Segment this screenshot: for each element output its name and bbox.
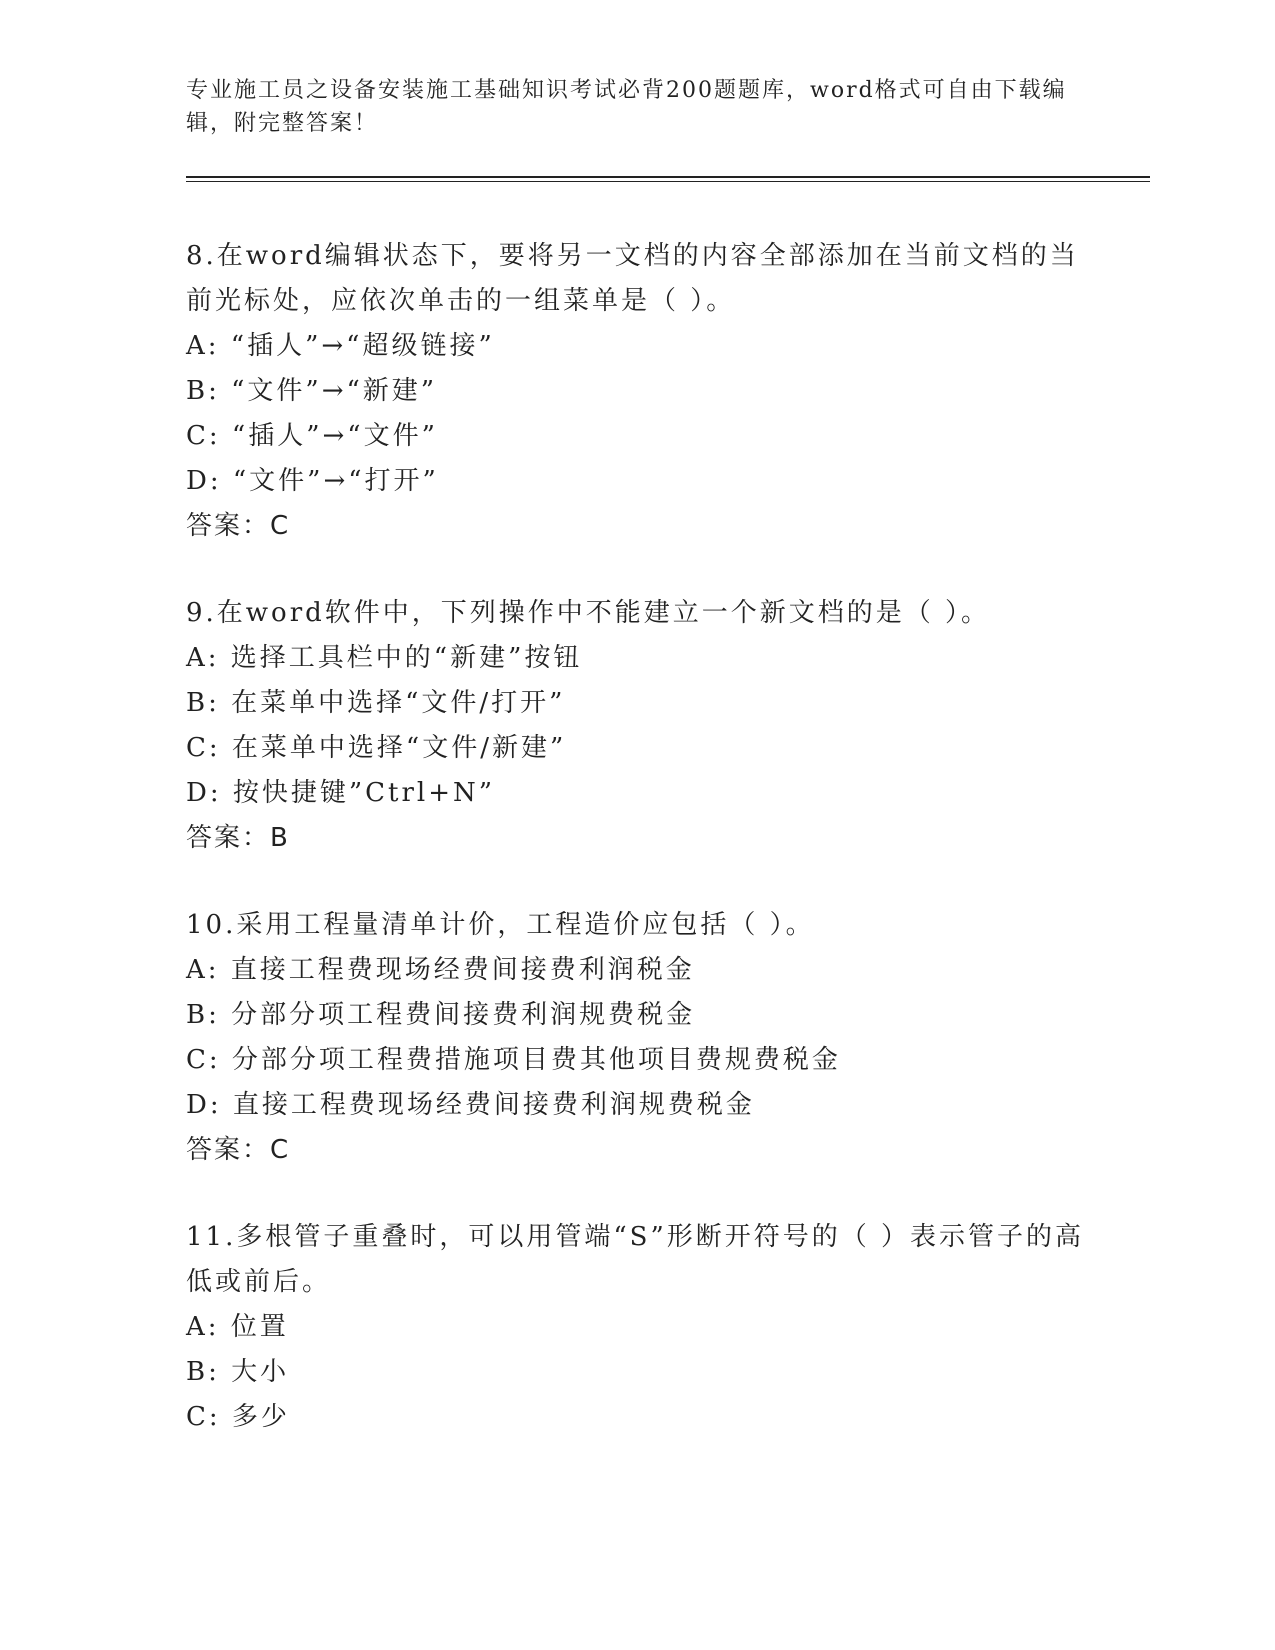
option-d: D: “文件”→“打开” — [186, 466, 439, 496]
document-header: 专业施工员之设备安装施工基础知识考试必背200题题库，word格式可自由下载编辑，附完整答案！ — [186, 78, 1067, 136]
question-8 — [186, 234, 1086, 549]
option-a: A: “插人”→“超级链接” — [186, 331, 495, 361]
option-d: D: 按快捷键”Ctrl+N” — [186, 778, 496, 808]
question-11 — [186, 1215, 1086, 1440]
option-b: B: 大小 — [186, 1357, 290, 1387]
answer: 答案：C — [186, 1135, 291, 1165]
question-10 — [186, 903, 1086, 1173]
option-a: A: 选择工具栏中的“新建”按钮 — [186, 643, 583, 673]
question-list — [186, 234, 1086, 1482]
option-b: B: “文件”→“新建” — [186, 376, 438, 406]
question-title: 11.多根管子重叠时，可以用管端“S”形断开符号的（ ）表示管子的高低或前后。 — [186, 1222, 1085, 1297]
question-9 — [186, 591, 1086, 861]
option-d: D: 直接工程费现场经费间接费利润规费税金 — [186, 1090, 755, 1120]
question-title: 10.采用工程量清单计价，工程造价应包括（ ）。 — [186, 910, 815, 940]
answer: 答案：C — [186, 511, 291, 541]
option-b: B: 分部分项工程费间接费利润规费税金 — [186, 1000, 696, 1030]
option-a: A: 直接工程费现场经费间接费利润税金 — [186, 955, 695, 985]
option-a: A: 位置 — [186, 1312, 289, 1342]
question-title: 8.在word编辑状态下，要将另一文档的内容全部添加在当前文档的当前光标处，应依次单击的一组菜单是（ ）。 — [186, 241, 1079, 316]
question-title: 9.在word软件中，下列操作中不能建立一个新文档的是（ ）。 — [186, 598, 991, 628]
option-c: C: 分部分项工程费措施项目费其他项目费规费税金 — [186, 1045, 841, 1075]
header-rule-thin — [186, 181, 1150, 182]
header-rule-thick — [186, 176, 1150, 178]
option-c: C: 在菜单中选择“文件/新建” — [186, 733, 567, 763]
answer: 答案：B — [186, 823, 290, 853]
option-c: C: “插人”→“文件” — [186, 421, 438, 451]
option-c: C: 多少 — [186, 1402, 290, 1432]
option-b: B: 在菜单中选择“文件/打开” — [186, 688, 566, 718]
